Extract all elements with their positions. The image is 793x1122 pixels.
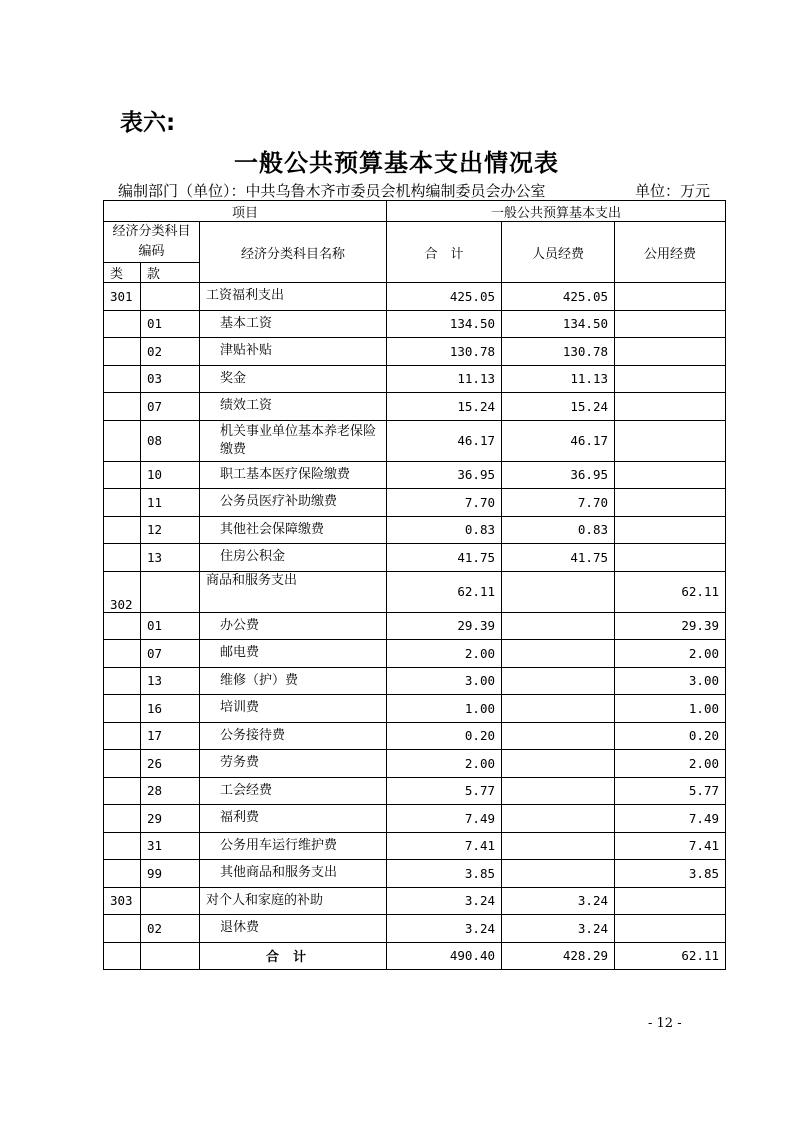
row-lei-cell <box>104 805 141 833</box>
row-personnel-cell <box>502 695 615 723</box>
row-lei-cell <box>104 612 141 640</box>
header-budget: 一般公共预算基本支出 <box>387 201 726 222</box>
row-public-cell: 29.39 <box>615 612 726 640</box>
table-row <box>104 695 726 723</box>
row-name-cell: 基本工资 <box>200 310 387 338</box>
summary-label: 合计 <box>200 942 387 970</box>
row-kuan-cell: 03 <box>141 365 200 393</box>
row-kuan-cell: 17 <box>141 722 200 750</box>
table-row <box>104 544 726 572</box>
row-public-cell <box>615 887 726 915</box>
row-total-cell: 0.20 <box>387 722 502 750</box>
row-public-cell <box>615 283 726 311</box>
row-name-cell: 办公费 <box>200 612 387 640</box>
row-total-cell: 3.00 <box>387 667 502 695</box>
header-lei: 类 <box>104 263 141 283</box>
row-lei-cell: 302 <box>104 571 141 612</box>
row-kuan-cell: 16 <box>141 695 200 723</box>
table-row <box>104 461 726 489</box>
row-name-cell: 退休费 <box>200 915 387 943</box>
row-name-cell: 奖金 <box>200 365 387 393</box>
row-total-cell: 2.00 <box>387 750 502 778</box>
row-kuan-cell: 26 <box>141 750 200 778</box>
row-kuan-cell: 13 <box>141 667 200 695</box>
table-row <box>104 860 726 888</box>
row-name-cell: 商品和服务支出 <box>200 571 387 612</box>
row-personnel-cell: 15.24 <box>502 393 615 421</box>
row-public-cell <box>615 915 726 943</box>
row-personnel-cell: 46.17 <box>502 420 615 461</box>
row-name-cell: 工会经费 <box>200 777 387 805</box>
row-name-cell: 福利费 <box>200 805 387 833</box>
row-kuan-cell: 07 <box>141 393 200 421</box>
summary-empty-cell <box>141 942 200 970</box>
table-row <box>104 516 726 544</box>
row-public-cell <box>615 461 726 489</box>
row-public-cell <box>615 393 726 421</box>
row-lei-cell <box>104 777 141 805</box>
row-name-cell: 邮电费 <box>200 640 387 668</box>
row-lei-cell <box>104 544 141 572</box>
row-personnel-cell: 7.70 <box>502 489 615 517</box>
unit-text: 单位：万元 <box>634 182 710 200</box>
header-code: 经济分类科目编码 <box>104 222 200 263</box>
table-row <box>104 393 726 421</box>
row-lei-cell <box>104 750 141 778</box>
table-row <box>104 667 726 695</box>
row-name-cell: 培训费 <box>200 695 387 723</box>
row-total-cell: 7.41 <box>387 832 502 860</box>
row-name-cell: 津贴补贴 <box>200 338 387 366</box>
summary-personnel-cell: 428.29 <box>502 942 615 970</box>
row-lei-cell <box>104 695 141 723</box>
row-personnel-cell <box>502 612 615 640</box>
row-name-cell: 公务用车运行维护费 <box>200 832 387 860</box>
row-public-cell: 62.11 <box>615 571 726 612</box>
table-row <box>104 915 726 943</box>
row-total-cell: 46.17 <box>387 420 502 461</box>
page-title: 一般公共预算基本支出情况表 <box>234 149 559 177</box>
row-kuan-cell: 02 <box>141 915 200 943</box>
row-lei-cell <box>104 640 141 668</box>
row-personnel-cell <box>502 667 615 695</box>
row-total-cell: 425.05 <box>387 283 502 311</box>
row-public-cell: 0.20 <box>615 722 726 750</box>
row-kuan-cell: 10 <box>141 461 200 489</box>
row-name-cell: 公务员医疗补助缴费 <box>200 489 387 517</box>
table-row <box>104 887 726 915</box>
row-name-cell: 工资福利支出 <box>200 283 387 311</box>
row-name-cell: 公务接待费 <box>200 722 387 750</box>
table-label: 表六: <box>120 110 176 136</box>
summary-public-cell: 62.11 <box>615 942 726 970</box>
row-total-cell: 3.24 <box>387 915 502 943</box>
row-total-cell: 0.83 <box>387 516 502 544</box>
row-personnel-cell <box>502 832 615 860</box>
row-total-cell: 5.77 <box>387 777 502 805</box>
row-kuan-cell: 28 <box>141 777 200 805</box>
row-public-cell: 1.00 <box>615 695 726 723</box>
row-public-cell <box>615 420 726 461</box>
budget-table <box>103 200 726 970</box>
summary-total-cell: 490.40 <box>387 942 502 970</box>
row-personnel-cell: 3.24 <box>502 915 615 943</box>
row-kuan-cell: 08 <box>141 420 200 461</box>
row-public-cell <box>615 489 726 517</box>
row-public-cell: 2.00 <box>615 750 726 778</box>
row-kuan-cell: 07 <box>141 640 200 668</box>
row-lei-cell: 303 <box>104 887 141 915</box>
row-lei-cell <box>104 338 141 366</box>
table-row <box>104 805 726 833</box>
row-lei-cell <box>104 722 141 750</box>
row-total-cell: 62.11 <box>387 571 502 612</box>
row-personnel-cell: 130.78 <box>502 338 615 366</box>
row-lei-cell <box>104 915 141 943</box>
row-kuan-cell: 13 <box>141 544 200 572</box>
row-lei-cell <box>104 832 141 860</box>
row-total-cell: 130.78 <box>387 338 502 366</box>
row-kuan-cell: 11 <box>141 489 200 517</box>
row-lei-cell <box>104 393 141 421</box>
header-item: 项目 <box>104 201 387 222</box>
row-total-cell: 41.75 <box>387 544 502 572</box>
row-kuan-cell: 02 <box>141 338 200 366</box>
row-lei-cell <box>104 860 141 888</box>
row-name-cell: 绩效工资 <box>200 393 387 421</box>
row-public-cell <box>615 310 726 338</box>
row-kuan-cell <box>141 571 200 612</box>
row-personnel-cell <box>502 571 615 612</box>
row-kuan-cell: 99 <box>141 860 200 888</box>
row-kuan-cell: 31 <box>141 832 200 860</box>
row-personnel-cell: 36.95 <box>502 461 615 489</box>
row-public-cell <box>615 365 726 393</box>
page-number: - 12 - <box>648 1016 682 1031</box>
row-personnel-cell <box>502 860 615 888</box>
row-personnel-cell <box>502 777 615 805</box>
table-row <box>104 365 726 393</box>
row-public-cell <box>615 338 726 366</box>
row-total-cell: 36.95 <box>387 461 502 489</box>
row-kuan-cell: 01 <box>141 612 200 640</box>
table-row <box>104 283 726 311</box>
table-row <box>104 777 726 805</box>
row-name-cell: 其他商品和服务支出 <box>200 860 387 888</box>
row-name-cell: 其他社会保障缴费 <box>200 516 387 544</box>
row-personnel-cell: 425.05 <box>502 283 615 311</box>
row-kuan-cell <box>141 283 200 311</box>
row-total-cell: 29.39 <box>387 612 502 640</box>
summary-row <box>104 942 726 970</box>
row-personnel-cell: 3.24 <box>502 887 615 915</box>
row-name-cell: 职工基本医疗保险缴费 <box>200 461 387 489</box>
table-row <box>104 489 726 517</box>
table-row <box>104 832 726 860</box>
row-public-cell: 2.00 <box>615 640 726 668</box>
table-row <box>104 571 726 612</box>
row-personnel-cell <box>502 640 615 668</box>
row-public-cell: 7.49 <box>615 805 726 833</box>
row-name-cell: 维修（护）费 <box>200 667 387 695</box>
row-total-cell: 3.24 <box>387 887 502 915</box>
row-total-cell: 7.70 <box>387 489 502 517</box>
table-row <box>104 420 726 461</box>
row-lei-cell <box>104 365 141 393</box>
row-public-cell: 7.41 <box>615 832 726 860</box>
row-public-cell: 5.77 <box>615 777 726 805</box>
row-public-cell <box>615 544 726 572</box>
row-personnel-cell <box>502 722 615 750</box>
header-personnel: 人员经费 <box>502 222 615 283</box>
row-name-cell: 对个人和家庭的补助 <box>200 887 387 915</box>
table-row <box>104 640 726 668</box>
row-lei-cell <box>104 516 141 544</box>
row-total-cell: 1.00 <box>387 695 502 723</box>
row-lei-cell <box>104 310 141 338</box>
row-personnel-cell <box>502 805 615 833</box>
row-lei-cell <box>104 461 141 489</box>
row-name-cell: 住房公积金 <box>200 544 387 572</box>
row-personnel-cell <box>502 750 615 778</box>
row-total-cell: 3.85 <box>387 860 502 888</box>
header-name: 经济分类科目名称 <box>200 222 387 283</box>
row-public-cell <box>615 516 726 544</box>
row-lei-cell <box>104 420 141 461</box>
row-public-cell: 3.00 <box>615 667 726 695</box>
row-lei-cell: 301 <box>104 283 141 311</box>
row-total-cell: 7.49 <box>387 805 502 833</box>
table-row <box>104 750 726 778</box>
row-name-cell: 劳务费 <box>200 750 387 778</box>
row-kuan-cell: 12 <box>141 516 200 544</box>
row-personnel-cell: 11.13 <box>502 365 615 393</box>
table-row <box>104 612 726 640</box>
department-text: 编制部门（单位）：中共乌鲁木齐市委员会机构编制委员会办公室 <box>118 182 546 200</box>
row-kuan-cell: 29 <box>141 805 200 833</box>
row-kuan-cell: 01 <box>141 310 200 338</box>
table-row <box>104 310 726 338</box>
summary-empty-cell <box>104 942 141 970</box>
header-total: 合 计 <box>387 222 502 283</box>
row-total-cell: 134.50 <box>387 310 502 338</box>
row-total-cell: 15.24 <box>387 393 502 421</box>
row-name-cell: 机关事业单位基本养老保险缴费 <box>200 420 387 461</box>
row-kuan-cell <box>141 887 200 915</box>
table-meta <box>118 180 710 201</box>
header-kuan: 款 <box>141 263 200 283</box>
row-personnel-cell: 0.83 <box>502 516 615 544</box>
row-personnel-cell: 41.75 <box>502 544 615 572</box>
table-row <box>104 722 726 750</box>
row-public-cell: 3.85 <box>615 860 726 888</box>
row-personnel-cell: 134.50 <box>502 310 615 338</box>
row-lei-cell <box>104 667 141 695</box>
row-total-cell: 2.00 <box>387 640 502 668</box>
row-total-cell: 11.13 <box>387 365 502 393</box>
table-row <box>104 338 726 366</box>
header-public: 公用经费 <box>615 222 726 283</box>
row-lei-cell <box>104 489 141 517</box>
